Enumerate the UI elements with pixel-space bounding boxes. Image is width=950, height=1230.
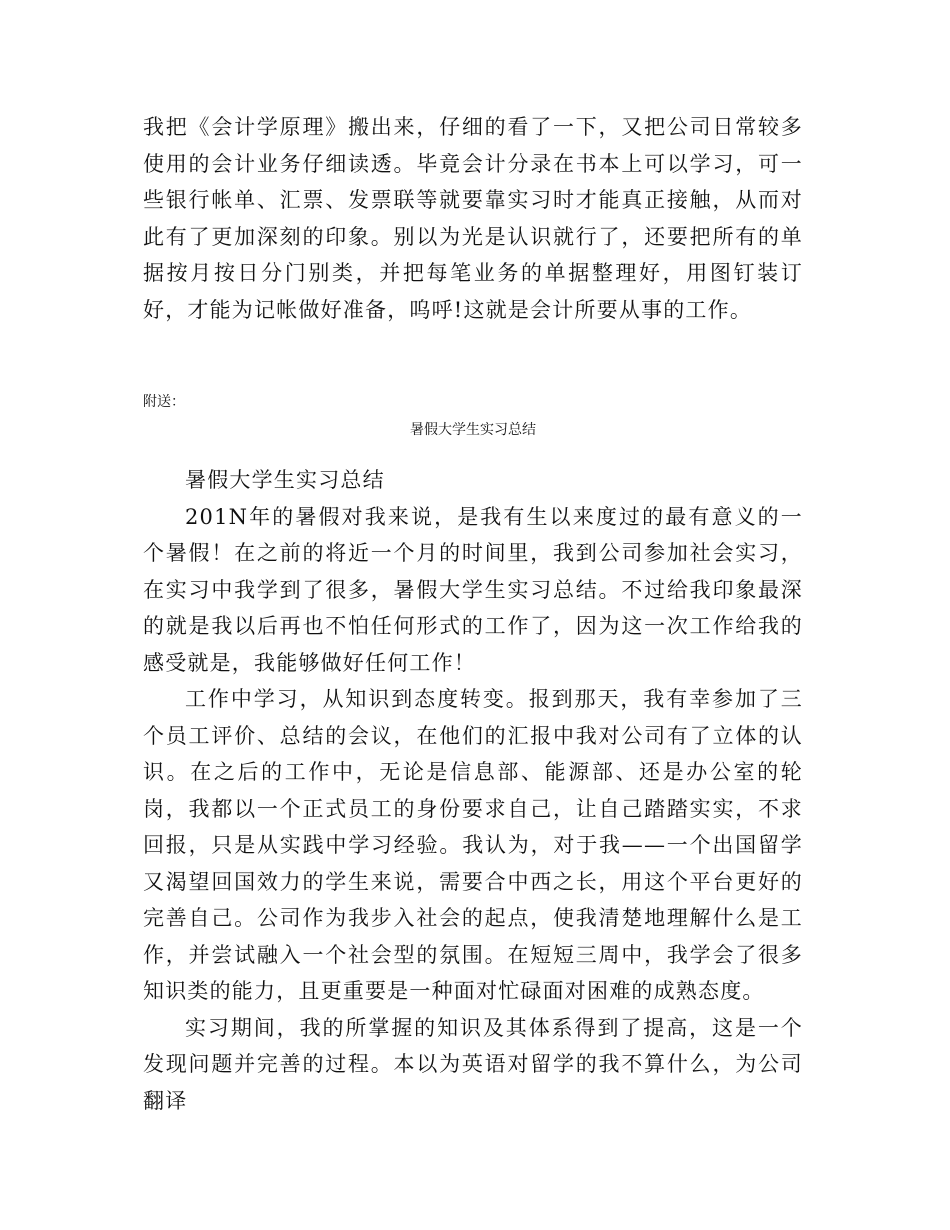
body-paragraph: 实习期间，我的所掌握的知识及其体系得到了提高，这是一个发现问题并完善的过程。本以为英语对留学的我不算什么，为公司翻译 [143,1015,803,1113]
intro-section [143,109,803,328]
body-paragraph: 201N年的暑假对我来说，是我有生以来度过的最有意义的一个暑假！在之前的将近一个月的时间里，我到公司参加社会实习，在实习中我学到了很多，暑假大学生实习总结。不过给我印象最深的就是我以后再也不怕任何形式的工作了，因为这一次工作给我的感受就是，我能够做好任何工作！ [143,504,803,675]
appendix-title: 暑假大学生实习总结 [410,422,536,438]
appendix-label: 附送： [143,394,185,410]
summary-body [143,462,803,1119]
summary-heading: 暑假大学生实习总结 [185,468,385,492]
body-paragraph: 工作中学习，从知识到态度转变。报到那天，我有幸参加了三个员工评价、总结的会议，在他们的汇报中我对公司有了立体的认识。在之后的工作中，无论是信息部、能源部、还是办公室的轮岗，我都以一个正式员工的身份要求自己，让自己踏踏实实，不求回报，只是从实践中学习经验。我认为，对于我——一个出国留学又渴望回国效力的学生来说，需要合中西之长，用这个平台更好的完善自己。公司作为我步入社会的起点，使我清楚地理解什么是工作，并尝试融入一个社会型的氛围。在短短三周中，我学会了很多知识类的能力，且更重要是一种面对忙碌面对困难的成熟态度。 [143,687,803,1003]
intro-paragraph: 我把《会计学原理》搬出来，仔细的看了一下，又把公司日常较多使用的会计业务仔细读透。毕竟会计分录在书本上可以学习，可一些银行帐单、汇票、发票联等就要靠实习时才能真正接触，从而对此有了更加深刻的印象。别以为光是认识就行了，还要把所有的单据按月按日分门别类，并把每笔业务的单据整理好，用图钉装订好，才能为记帐做好准备，呜呼!这就是会计所要从事的工作。 [143,115,803,322]
